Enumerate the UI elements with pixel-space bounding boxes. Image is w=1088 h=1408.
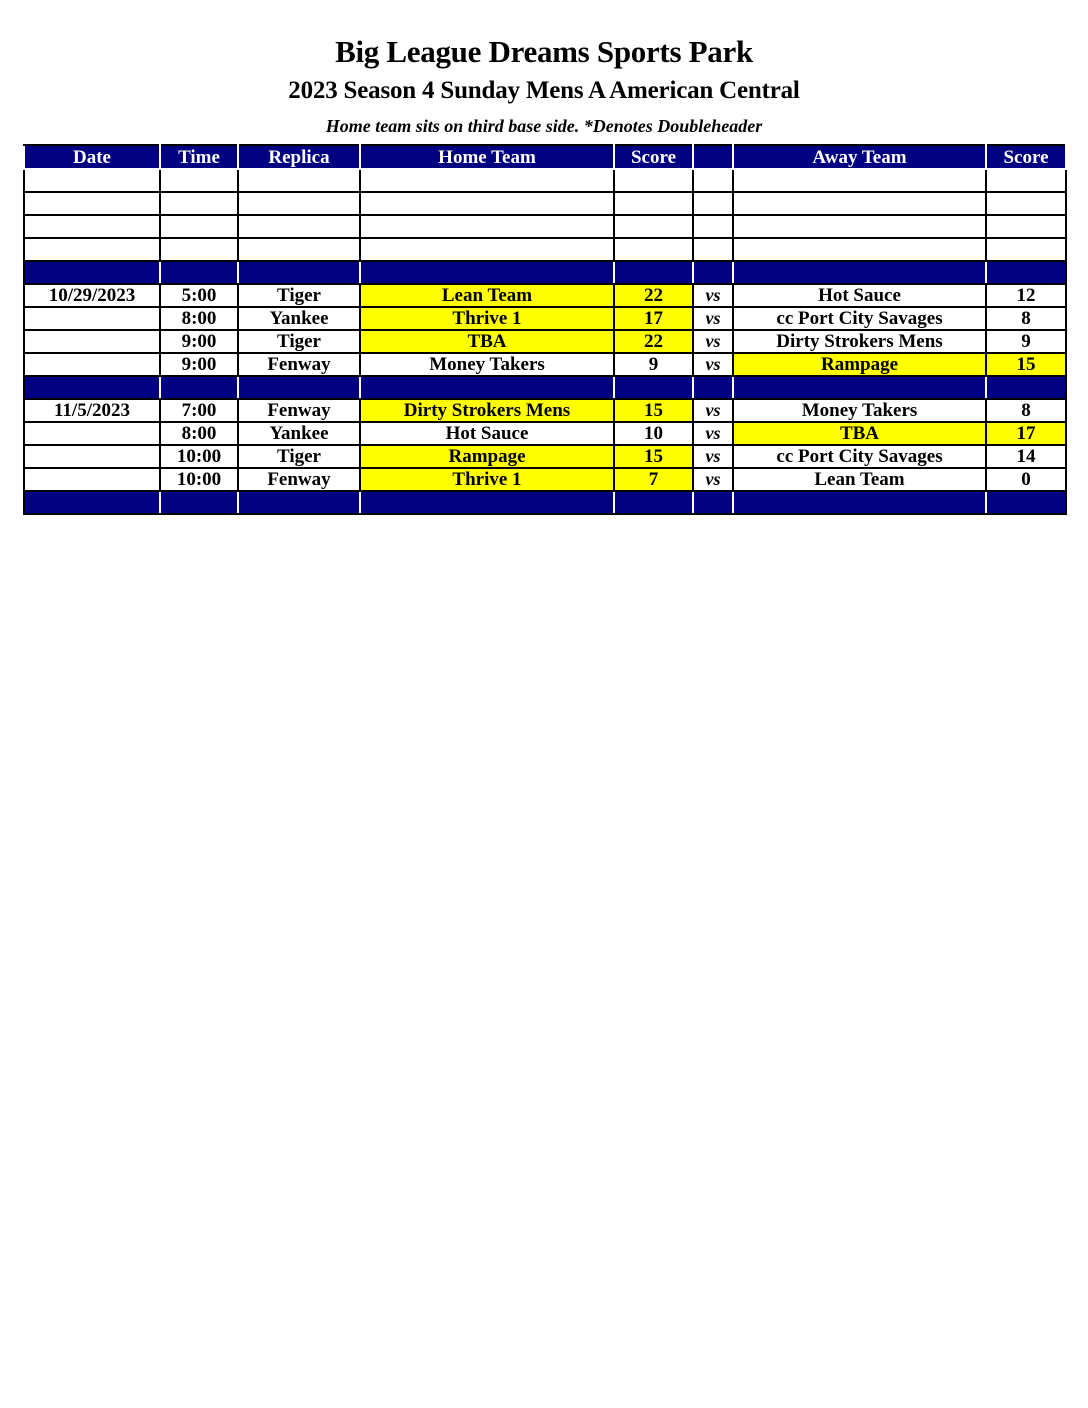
game-row (24, 422, 1066, 445)
separator-row (24, 261, 1066, 284)
away-score: 0 (986, 468, 1066, 491)
away-team: Hot Sauce (733, 284, 986, 307)
game-date (24, 422, 160, 445)
game-replica: Fenway (238, 353, 360, 376)
home-score: 7 (614, 468, 693, 491)
away-team: Lean Team (733, 468, 986, 491)
game-time: 8:00 (160, 307, 238, 330)
game-date (24, 353, 160, 376)
separator-row (24, 376, 1066, 399)
vs-label: vs (693, 307, 733, 330)
col-header-time: Time (160, 145, 238, 169)
home-team: Thrive 1 (360, 307, 614, 330)
home-team: Money Takers (360, 353, 614, 376)
page-subtitle: 2023 Season 4 Sunday Mens A American Central (288, 77, 800, 104)
game-replica: Fenway (238, 468, 360, 491)
away-team: Money Takers (733, 399, 986, 422)
col-header-home-score: Score (614, 145, 693, 169)
home-team: Lean Team (360, 284, 614, 307)
home-score: 22 (614, 284, 693, 307)
empty-row (24, 215, 1066, 238)
home-score: 17 (614, 307, 693, 330)
game-date (24, 307, 160, 330)
game-time: 7:00 (160, 399, 238, 422)
game-replica: Fenway (238, 399, 360, 422)
col-header-vs (693, 145, 733, 169)
home-score: 22 (614, 330, 693, 353)
away-score: 12 (986, 284, 1066, 307)
game-time: 9:00 (160, 330, 238, 353)
away-team: TBA (733, 422, 986, 445)
game-row (24, 284, 1066, 307)
game-time: 9:00 (160, 353, 238, 376)
home-team: Hot Sauce (360, 422, 614, 445)
game-row (24, 468, 1066, 491)
away-score: 8 (986, 307, 1066, 330)
home-team: TBA (360, 330, 614, 353)
doubleheader-note: Home team sits on third base side. *Denotes Doubleheader (325, 116, 763, 136)
col-header-replica: Replica (238, 145, 360, 169)
vs-label: vs (693, 284, 733, 307)
away-team: cc Port City Savages (733, 307, 986, 330)
separator-row (24, 491, 1066, 514)
home-team: Rampage (360, 445, 614, 468)
vs-label: vs (693, 445, 733, 468)
game-row (24, 307, 1066, 330)
page-title: Big League Dreams Sports Park (335, 34, 753, 69)
game-date (24, 445, 160, 468)
away-score: 17 (986, 422, 1066, 445)
game-replica: Tiger (238, 330, 360, 353)
away-score: 15 (986, 353, 1066, 376)
game-replica: Tiger (238, 445, 360, 468)
game-replica: Yankee (238, 422, 360, 445)
vs-label: vs (693, 422, 733, 445)
game-row (24, 399, 1066, 422)
col-header-away-score: Score (986, 145, 1066, 169)
empty-row (24, 169, 1066, 192)
table-header-row (24, 145, 1066, 169)
away-score: 9 (986, 330, 1066, 353)
game-time: 10:00 (160, 445, 238, 468)
vs-label: vs (693, 399, 733, 422)
game-time: 8:00 (160, 422, 238, 445)
away-score: 8 (986, 399, 1066, 422)
away-team: Dirty Strokers Mens (733, 330, 986, 353)
away-score: 14 (986, 445, 1066, 468)
empty-row (24, 238, 1066, 261)
home-score: 15 (614, 399, 693, 422)
col-header-away-team: Away Team (733, 145, 986, 169)
game-date (24, 330, 160, 353)
game-replica: Tiger (238, 284, 360, 307)
game-replica: Yankee (238, 307, 360, 330)
game-row (24, 445, 1066, 468)
game-time: 5:00 (160, 284, 238, 307)
home-score: 10 (614, 422, 693, 445)
home-score: 9 (614, 353, 693, 376)
game-date: 10/29/2023 (24, 284, 160, 307)
game-row (24, 353, 1066, 376)
schedule-table (23, 144, 1067, 515)
home-score: 15 (614, 445, 693, 468)
game-time: 10:00 (160, 468, 238, 491)
game-date (24, 468, 160, 491)
home-team: Thrive 1 (360, 468, 614, 491)
away-team: cc Port City Savages (733, 445, 986, 468)
home-team: Dirty Strokers Mens (360, 399, 614, 422)
col-header-home-team: Home Team (360, 145, 614, 169)
vs-label: vs (693, 330, 733, 353)
vs-label: vs (693, 468, 733, 491)
away-team: Rampage (733, 353, 986, 376)
game-date: 11/5/2023 (24, 399, 160, 422)
empty-row (24, 192, 1066, 215)
col-header-date: Date (24, 145, 160, 169)
game-row (24, 330, 1066, 353)
vs-label: vs (693, 353, 733, 376)
